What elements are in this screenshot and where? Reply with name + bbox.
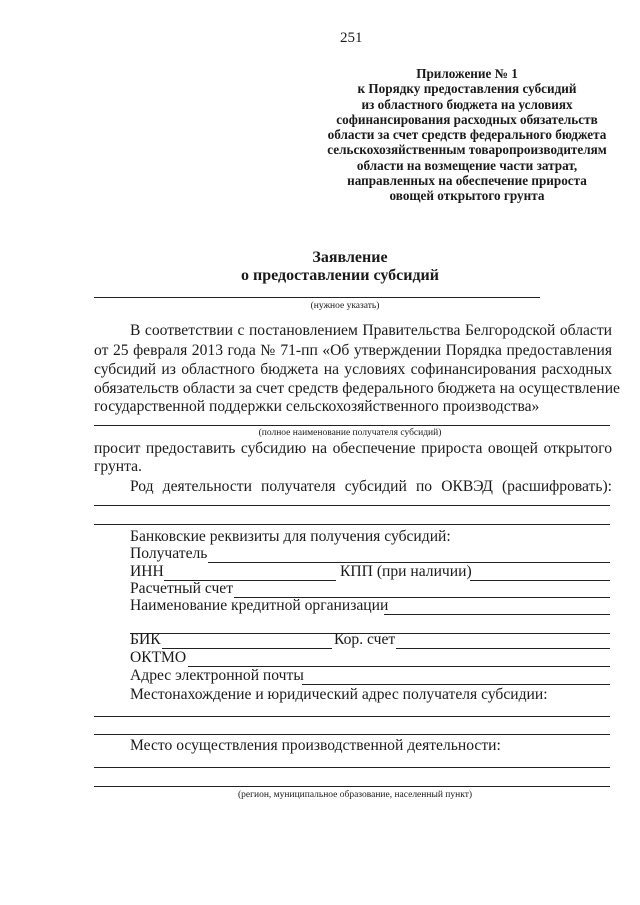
para-line: от 25 февраля 2013 года № 71-пп «Об утверждении Порядка предоставления	[94, 342, 612, 359]
fill-line	[94, 786, 610, 787]
page-number: 251	[340, 30, 363, 46]
place-label: Место осуществления производственной деятельности:	[130, 737, 501, 754]
bik-label: БИК	[130, 631, 161, 648]
document-subtitle: о предоставлении субсидий	[241, 267, 439, 284]
document-title: Заявление	[312, 249, 388, 266]
appendix-line: из областного бюджета на условиях	[361, 96, 573, 112]
activity-label: Род деятельности получателя субсидий по ОКВЭД (расшифровать):	[130, 478, 612, 495]
bank-name-label: Наименование кредитной организации	[130, 597, 389, 614]
corr-field[interactable]	[396, 648, 610, 649]
address-label: Местонахождение и юридический адрес получателя субсидии:	[130, 686, 548, 703]
appendix-line: софинансирования расходных обязательств	[336, 111, 598, 127]
para-line: обязательств области за счет средств федерального бюджета на осуществление	[94, 380, 620, 397]
appendix-line: области на возмещение части затрат,	[356, 157, 578, 173]
appendix-line: Приложение № 1	[416, 66, 518, 81]
fill-line	[94, 734, 610, 735]
fill-line	[94, 524, 610, 525]
appendix-line: области за счет средств федерального бюджета	[327, 127, 607, 143]
corr-label: Кор. счет	[334, 631, 396, 648]
para-line: В соответствии с постановлением Правительства Белгородской области	[130, 322, 612, 339]
fill-line	[94, 505, 610, 506]
note-full-name: (полное наименование получателя субсидий)	[258, 428, 442, 438]
appendix-line: направленных на обеспечение прироста	[347, 173, 587, 189]
email-field[interactable]	[302, 684, 610, 685]
bank-name-field[interactable]	[384, 614, 610, 615]
address-field[interactable]	[94, 716, 610, 717]
request-line: просит предоставить субсидию на обеспечение прироста овощей открытого	[94, 440, 612, 457]
bank-header: Банковские реквизиты для получения субсидий:	[130, 528, 451, 545]
oktmo-label: ОКТМО	[130, 649, 187, 666]
para-line: государственной поддержки сельскохозяйственного производства»	[94, 398, 540, 415]
para-line: субсидий из областного бюджета на условиях софинансирования расходных	[94, 361, 612, 378]
request-line: грунта.	[94, 458, 142, 475]
appendix-line: к Порядку предоставления субсидий	[357, 81, 577, 97]
kpp-label: КПП (при наличии)	[340, 563, 472, 580]
appendix-line: овощей открытого грунта	[389, 188, 545, 204]
note-specify: (нужное указать)	[310, 301, 380, 311]
fill-line	[94, 425, 610, 426]
bik-field[interactable]	[162, 648, 332, 649]
account-label: Расчетный счет	[130, 580, 234, 597]
fill-line	[94, 297, 540, 298]
note-region: (регион, муниципальное образование, населенный пункт)	[237, 790, 473, 800]
recipient-label: Получатель	[130, 545, 208, 562]
place-field[interactable]	[94, 767, 610, 768]
kpp-field[interactable]	[470, 580, 610, 581]
email-label: Адрес электронной почты	[130, 667, 304, 684]
appendix-block	[318, 66, 616, 204]
inn-label: ИНН	[130, 563, 164, 580]
appendix-line: сельскохозяйственным товаропроизводителям	[327, 142, 607, 158]
